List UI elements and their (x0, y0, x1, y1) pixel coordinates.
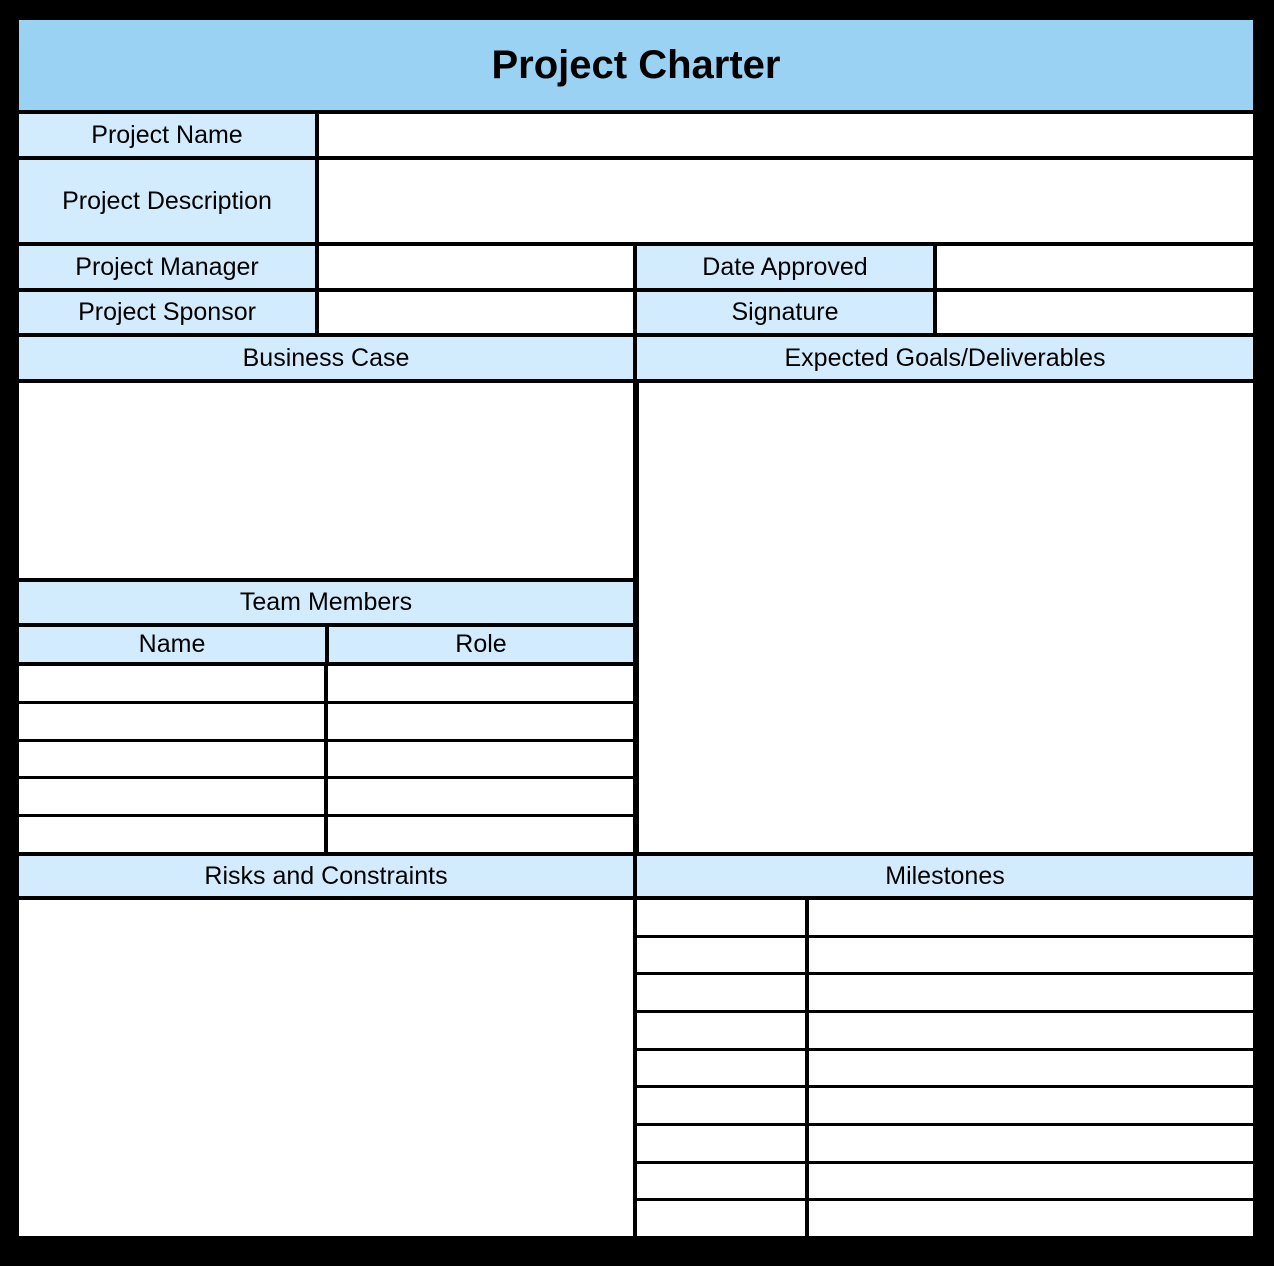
milestone-description-cell[interactable] (809, 1051, 1253, 1086)
project-description-label (19, 160, 315, 242)
milestone-date-cell[interactable] (637, 975, 805, 1010)
business-case-header-text: Business Case (242, 343, 410, 372)
team-member-role-cell[interactable] (328, 666, 633, 701)
team-member-role-cell[interactable] (328, 704, 633, 739)
team-member-name-cell[interactable] (19, 779, 324, 814)
project-sponsor-label (19, 292, 315, 333)
team-member-role-cell[interactable] (328, 742, 633, 777)
project-name-label (19, 114, 315, 156)
milestone-date-cell[interactable] (637, 1201, 805, 1236)
milestone-description-cell[interactable] (809, 975, 1253, 1010)
milestone-date-cell[interactable] (637, 938, 805, 973)
team-member-name-cell[interactable] (19, 817, 324, 852)
team-member-role-cell[interactable] (328, 817, 633, 852)
team-member-role-cell[interactable] (328, 779, 633, 814)
milestone-description-cell[interactable] (809, 1201, 1253, 1236)
team-role-column-header (329, 627, 633, 662)
milestone-description-cell[interactable] (809, 938, 1253, 973)
date-approved-label (637, 246, 933, 288)
milestone-description-cell[interactable] (809, 1164, 1253, 1199)
page-title-text: Project Charter (491, 43, 781, 87)
milestone-date-cell[interactable] (637, 1164, 805, 1199)
expected-goals-field[interactable] (639, 383, 1253, 852)
team-member-name-cell[interactable] (19, 742, 324, 777)
date-approved-label-text: Date Approved (702, 252, 868, 281)
expected-goals-header-text: Expected Goals/Deliverables (784, 343, 1106, 372)
signature-field[interactable] (937, 292, 1253, 333)
project-name-label-text: Project Name (91, 120, 243, 149)
milestones-header (637, 856, 1253, 896)
business-case-header (19, 337, 633, 379)
milestone-date-cell[interactable] (637, 1013, 805, 1048)
team-name-column-header (19, 627, 325, 662)
project-name-field[interactable] (319, 114, 1253, 156)
project-description-field[interactable] (319, 160, 1253, 242)
project-manager-field[interactable] (319, 246, 633, 288)
team-role-column-header-text: Role (455, 630, 507, 658)
project-sponsor-label-text: Project Sponsor (78, 298, 256, 326)
page-title (19, 20, 1253, 110)
signature-label (637, 292, 933, 333)
risks-constraints-header-text: Risks and Constraints (204, 861, 448, 890)
expected-goals-header (637, 337, 1253, 379)
milestone-date-cell[interactable] (637, 1126, 805, 1161)
team-members-header-text: Team Members (239, 588, 413, 616)
project-description-label-text: Project Description (62, 186, 272, 215)
team-members-header (19, 582, 633, 623)
team-member-name-cell[interactable] (19, 666, 324, 701)
project-sponsor-field[interactable] (319, 292, 633, 333)
milestone-description-cell[interactable] (809, 1013, 1253, 1048)
milestone-date-cell[interactable] (637, 900, 805, 935)
milestone-description-cell[interactable] (809, 1088, 1253, 1123)
risks-constraints-header (19, 856, 633, 896)
business-case-field[interactable] (19, 383, 633, 578)
milestone-description-cell[interactable] (809, 1126, 1253, 1161)
date-approved-field[interactable] (937, 246, 1253, 288)
signature-label-text: Signature (731, 298, 839, 326)
milestones-header-text: Milestones (885, 861, 1005, 890)
milestone-date-cell[interactable] (637, 1051, 805, 1086)
milestone-description-cell[interactable] (809, 900, 1253, 935)
project-manager-label-text: Project Manager (75, 252, 259, 281)
project-manager-label (19, 246, 315, 288)
team-name-column-header-text: Name (138, 630, 206, 658)
risks-constraints-field[interactable] (19, 900, 633, 1236)
team-member-name-cell[interactable] (19, 704, 324, 739)
milestone-date-cell[interactable] (637, 1088, 805, 1123)
